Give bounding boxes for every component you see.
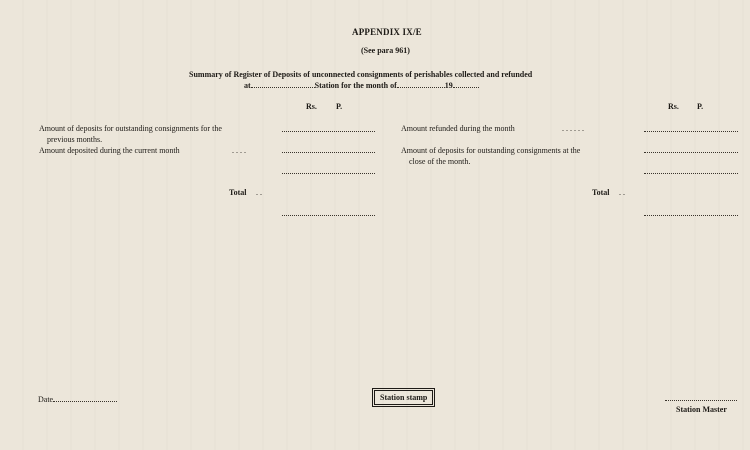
right-total-leader: . . xyxy=(619,188,625,197)
left-rs-header: Rs. xyxy=(306,102,317,111)
left-subtotal-line xyxy=(282,173,375,174)
month-blank[interactable] xyxy=(397,80,445,88)
right-row1-label: Amount refunded during the month xyxy=(401,124,515,133)
year-blank[interactable] xyxy=(453,80,479,88)
right-subtotal-line xyxy=(644,173,738,174)
left-row1-label-cont: previous months. xyxy=(47,135,103,144)
left-total-label: Total xyxy=(229,188,247,197)
station-label: Station for the month of xyxy=(314,81,397,90)
station-master-label: Station Master xyxy=(676,405,727,414)
left-row1-amount-line[interactable] xyxy=(282,131,375,132)
right-row2-label: Amount of deposits for outstanding consignments at the xyxy=(401,146,581,155)
date-label: Date xyxy=(38,395,54,404)
summary-heading: Summary of Register of Deposits of unconnected consignments of perishables collected and refunded xyxy=(189,70,533,79)
right-row1-leader: . . . . . . xyxy=(562,124,584,133)
left-row2-label: Amount deposited during the current month xyxy=(39,146,180,155)
date-blank[interactable] xyxy=(53,394,117,402)
left-row1-label: Amount of deposits for outstanding consignments for the xyxy=(39,124,222,133)
left-p-header: P. xyxy=(336,102,343,111)
station-stamp-box: Station stamp xyxy=(374,390,433,405)
right-p-header: P. xyxy=(697,102,704,111)
right-total-label: Total xyxy=(592,188,610,197)
signature-line[interactable] xyxy=(665,400,737,401)
appendix-title: APPENDIX IX/E xyxy=(352,27,422,37)
right-total-amount-line[interactable] xyxy=(644,215,738,216)
right-rs-header: Rs. xyxy=(668,102,679,111)
year-prefix: 19 xyxy=(444,81,453,90)
station-month-line xyxy=(244,80,479,90)
at-label: at xyxy=(244,81,251,90)
right-row2-amount-line[interactable] xyxy=(644,152,738,153)
date-field xyxy=(38,394,117,404)
para-reference: (See para 961) xyxy=(361,46,410,55)
left-row2-amount-line[interactable] xyxy=(282,152,375,153)
right-row2-label-cont: close of the month. xyxy=(409,157,471,166)
left-row2-leader: . . . . xyxy=(232,146,246,155)
right-row1-amount-line[interactable] xyxy=(644,131,738,132)
left-total-leader: . . xyxy=(256,188,262,197)
station-name-blank[interactable] xyxy=(251,80,315,88)
left-total-amount-line[interactable] xyxy=(282,215,375,216)
